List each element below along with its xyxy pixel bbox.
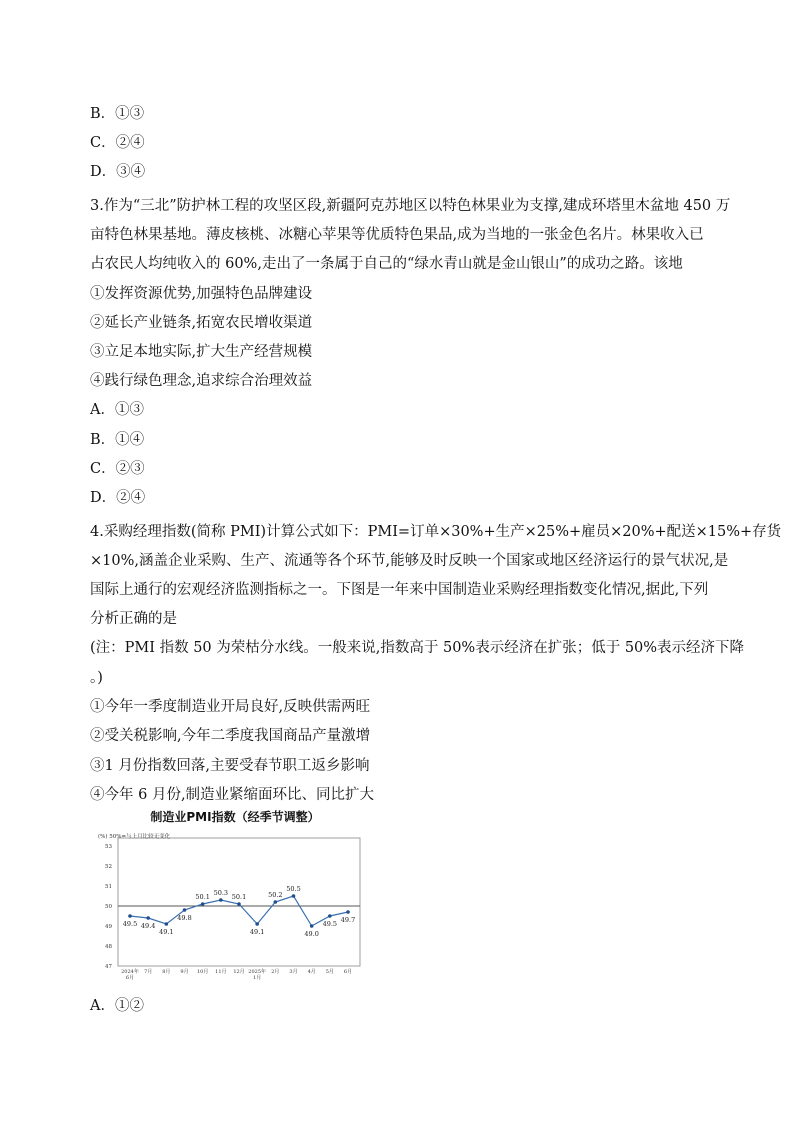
- chart-svg: [90, 808, 380, 988]
- y-tick-label: 47: [105, 964, 112, 970]
- q4-stem-2: ×10%,涵盖企业采购、生产、流通等各个环节,能够及时反映一个国家或地区经济运行的景气状况,是: [90, 553, 729, 569]
- x-tick-label: 1月: [253, 975, 262, 981]
- data-label: 49.4: [140, 922, 156, 930]
- data-point: [201, 902, 205, 906]
- chart-subtitle: (%) 50%=与上月比较无变化: [98, 834, 171, 840]
- q4-note-1: (注：PMI 指数 50 为荣枯分水线。一般来说,指数高于 50%表示经济在扩张；低于 50%表示经济下降: [90, 640, 745, 656]
- y-tick-label: 49: [105, 924, 112, 930]
- x-tick-label: 9月: [180, 969, 189, 975]
- data-label: 49.1: [249, 928, 265, 936]
- q3-stem-1: 3.作为“三北”防护林工程的攻坚区段,新疆阿克苏地区以特色林果业为支撑,建成环塔里木盆地 450 万: [90, 198, 731, 214]
- plot-frame: [118, 838, 360, 966]
- y-tick-label: 52: [105, 864, 112, 870]
- option-c: C．②④: [90, 135, 145, 151]
- data-point: [310, 924, 314, 928]
- x-tick-label: 7月: [144, 969, 153, 975]
- q3-option-c: C．②③: [90, 461, 145, 477]
- data-point: [128, 914, 132, 918]
- data-point: [183, 908, 187, 912]
- q3-option-d: D．②④: [90, 490, 146, 506]
- data-point: [165, 922, 169, 926]
- x-tick-label: 10月: [196, 969, 209, 975]
- x-tick-label: 12月: [233, 969, 245, 975]
- x-tick-label: 5月: [325, 969, 334, 975]
- q3-option-a: A．①③: [90, 402, 144, 418]
- x-tick-label: 6月: [343, 969, 353, 975]
- data-label: 50.3: [213, 889, 229, 897]
- x-tick-label: 2024年: [121, 969, 139, 975]
- q4-stem-4: 分析正确的是: [90, 611, 177, 627]
- q4-stem-3: 国际上通行的宏观经济监测指标之一。下图是一年来中国制造业采购经理指数变化情况,据此,下列: [90, 582, 709, 598]
- data-label: 49.1: [159, 928, 174, 936]
- x-tick-label: 4月: [307, 969, 316, 975]
- q4-item-3: ③1 月份指数回落,主要受春节职工返乡影响: [90, 758, 370, 774]
- data-point: [146, 916, 150, 920]
- y-tick-label: 50: [105, 904, 112, 910]
- chart-title: 制造业PMI指数（经季节调整）: [150, 810, 320, 824]
- q4-option-a: A．①②: [90, 998, 144, 1014]
- data-point: [219, 898, 223, 902]
- q4-item-4: ④今年 6 月份,制造业紧缩面环比、同比扩大: [90, 787, 375, 803]
- q3-option-b: B．①④: [90, 432, 145, 448]
- data-label: 49.5: [322, 920, 338, 928]
- data-point: [237, 902, 241, 906]
- q4-stem-1: 4.采购经理指数(简称 PMI)计算公式如下：PMI=订单×30%+生产×25%+雇员×20%+配送×15%+存货: [90, 524, 782, 540]
- x-tick-label: 3月: [289, 969, 298, 975]
- data-point: [346, 910, 350, 914]
- x-tick-label: 2025年: [248, 969, 267, 975]
- x-tick-label: 11月: [215, 969, 227, 975]
- data-label: 50.1: [231, 893, 247, 901]
- x-tick-label: 6月: [125, 975, 135, 981]
- q3-stem-3: 占农民人均纯收入的 60%,走出了一条属于自己的“绿水青山就是金山银山”的成功之路。该地: [90, 256, 683, 272]
- option-d: D．③④: [90, 164, 146, 180]
- q4-item-2: ②受关税影响,今年二季度我国商品产量激增: [90, 728, 371, 744]
- q3-item-4: ④践行绿色理念,追求综合治理效益: [90, 373, 313, 389]
- data-label: 50.2: [268, 891, 283, 899]
- data-label: 50.1: [195, 893, 210, 901]
- q4-note-2: 。): [90, 670, 103, 686]
- x-tick-label: 8月: [162, 969, 171, 975]
- y-tick-label: 51: [105, 884, 112, 890]
- y-tick-label: 53: [105, 844, 112, 850]
- option-b: B．①③: [90, 106, 145, 122]
- q3-item-1: ①发挥资源优势,加强特色品牌建设: [90, 286, 313, 302]
- data-point: [292, 894, 296, 898]
- data-label: 49.8: [177, 914, 192, 922]
- data-label: 49.7: [340, 916, 356, 924]
- q3-item-2: ②延长产业链条,拓宽农民增收渠道: [90, 315, 313, 331]
- data-point: [255, 922, 259, 926]
- data-label: 50.5: [286, 885, 301, 893]
- q4-item-1: ①今年一季度制造业开局良好,反映供需两旺: [90, 699, 371, 715]
- q3-stem-2: 亩特色林果基地。薄皮核桃、冰糖心苹果等优质特色果品,成为当地的一张金色名片。林果收入已: [90, 227, 704, 243]
- pmi-chart: [90, 808, 380, 988]
- y-tick-label: 48: [105, 944, 112, 950]
- q3-item-3: ③立足本地实际,扩大生产经营规模: [90, 344, 313, 360]
- data-label: 49.5: [122, 920, 138, 928]
- data-point: [328, 914, 332, 918]
- x-tick-label: 2月: [271, 969, 280, 975]
- data-point: [274, 900, 278, 904]
- data-label: 49.0: [304, 930, 319, 938]
